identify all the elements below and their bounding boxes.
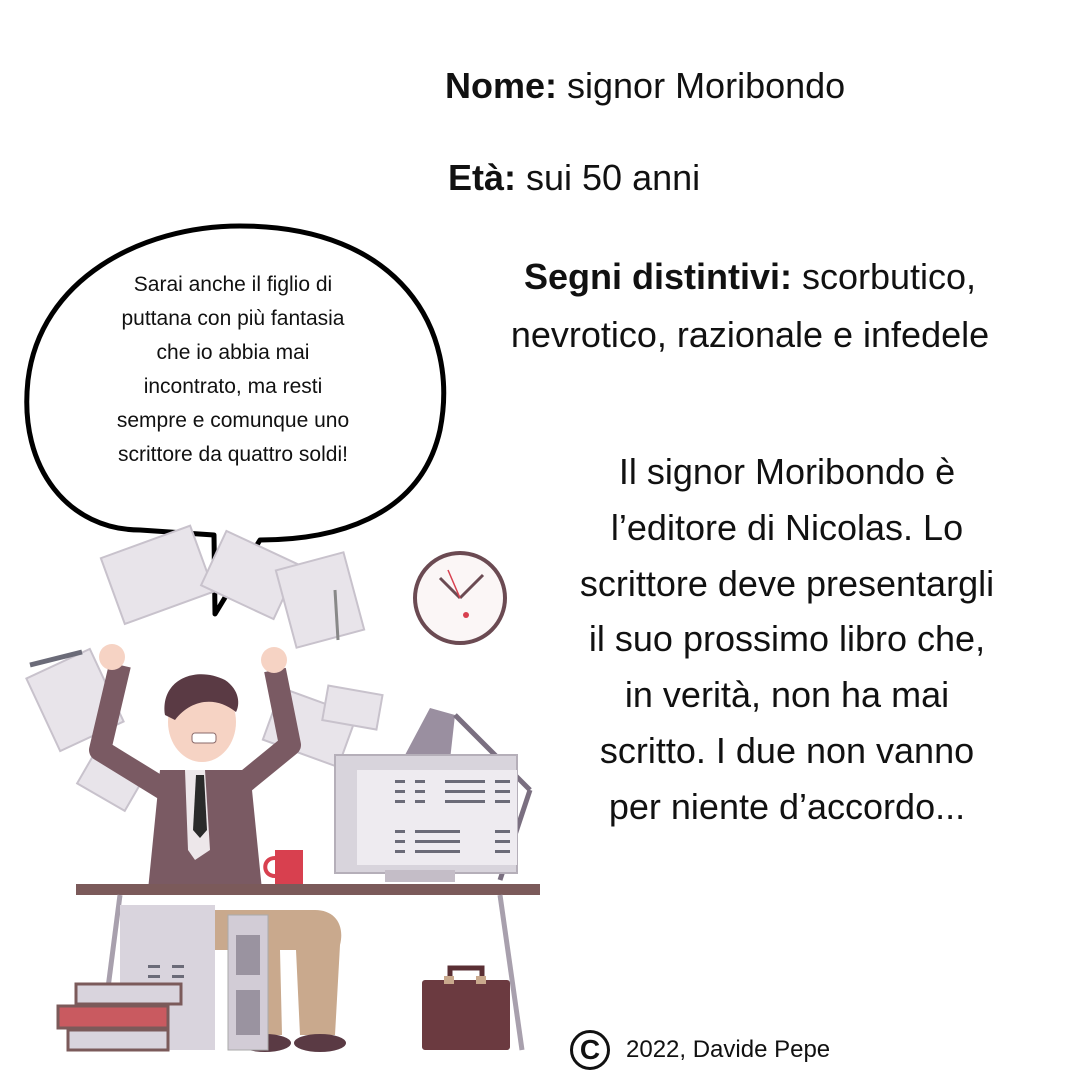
binder-stack xyxy=(58,984,181,1050)
age-value: sui 50 anni xyxy=(516,157,701,198)
copyright-icon: C xyxy=(570,1030,610,1070)
name-field xyxy=(445,64,845,107)
copyright-credit xyxy=(570,1030,830,1070)
name-value: signor Moribondo xyxy=(557,65,846,106)
angry-man xyxy=(99,644,290,890)
briefcase-icon xyxy=(422,968,510,1050)
traits-label: Segni distintivi: xyxy=(523,256,792,297)
man-legs xyxy=(205,910,346,1052)
traits-value: scorbutico, nevrotico, razionale e infedele xyxy=(510,256,990,355)
flying-papers xyxy=(26,526,382,811)
traits-field xyxy=(470,248,1030,363)
mug-icon xyxy=(265,850,303,884)
speech-bubble-text: Sarai anche il figlio di puttana con più fantasia che io abbia mai incontrato, ma resti sempre e comunque uno scrittore da quattro soldi! xyxy=(116,273,350,467)
computer-monitor xyxy=(335,755,517,882)
pc-tower xyxy=(228,915,268,1050)
character-description: Il signor Moribondo è l’editore di Nicolas. Lo scrittore deve presentargli il suo prossimo libro che, in verità, non ha mai scritto. I due non vanno per niente d’accordo... xyxy=(579,451,995,827)
age-field xyxy=(448,156,700,199)
age-label: Età: xyxy=(448,157,517,198)
credit-text: 2022, Davide Pepe xyxy=(626,1036,831,1063)
name-label: Nome: xyxy=(445,65,558,106)
clock-icon xyxy=(415,553,505,643)
